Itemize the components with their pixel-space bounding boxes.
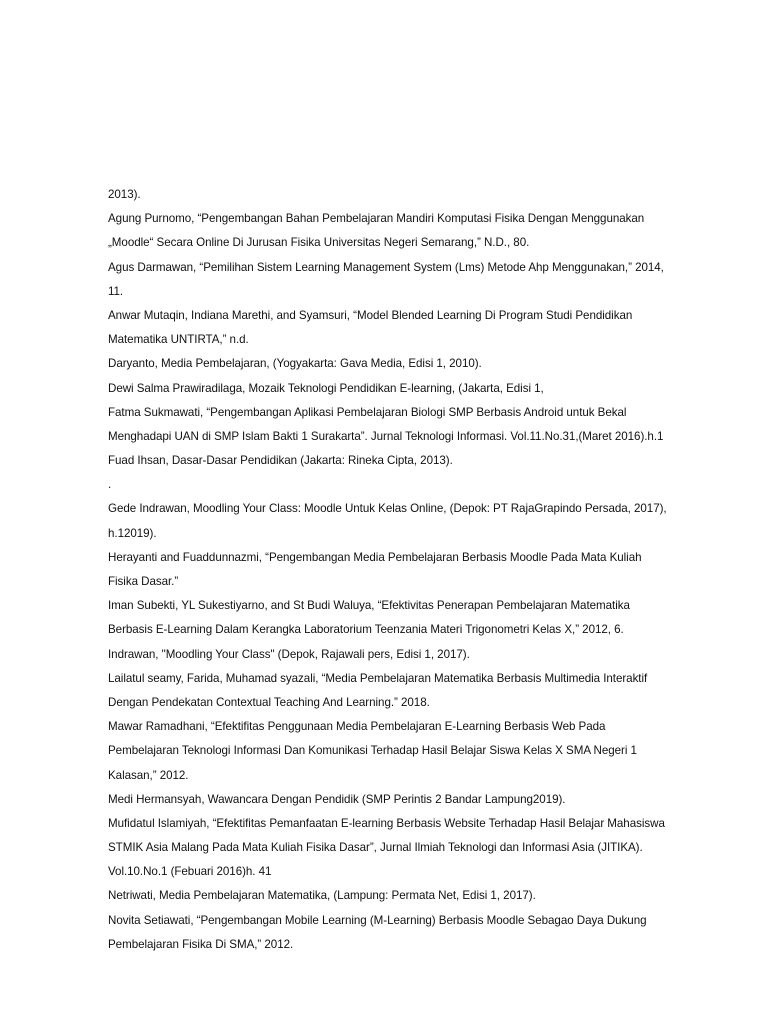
bibliography-line: Menghadapi UAN di SMP Islam Bakti 1 Surakarta”. Jurnal Teknologi Informasi. Vol.11.No.31,(Maret 2016).h.1	[108, 429, 664, 443]
bibliography-line: STMIK Asia Malang Pada Mata Kuliah Fisika Dasar”, Jurnal Ilmiah Teknologi dan Informasi Asia (JITIKA).	[108, 841, 643, 855]
bibliography-line: Medi Hermansyah, Wawancara Dengan Pendidik (SMP Perintis 2 Bandar Lampung2019).	[108, 792, 566, 806]
bibliography-line: Dengan Pendekatan Contextual Teaching And Learning.” 2018.	[108, 695, 430, 709]
bibliography-line: Mawar Ramadhani, “Efektifitas Penggunaan Media Pembelajaran E-Learning Berbasis Web Pada	[108, 720, 606, 734]
bibliography-line: Matematika UNTIRTA,” n.d.	[108, 333, 249, 347]
bibliography-line: h.12019).	[108, 526, 157, 540]
bibliography-line: Fuad Ihsan, Dasar-Dasar Pendidikan (Jakarta: Rineka Cipta, 2013).	[108, 454, 453, 468]
bibliography-line: „Moodle“ Secara Online Di Jurusan Fisika Universitas Negeri Semarang,” N.D., 80.	[108, 236, 530, 250]
bibliography-line: Fisika Dasar.”	[108, 575, 179, 588]
bibliography-line: Iman Subekti, YL Sukestiyarno, and St Budi Waluya, “Efektivitas Penerapan Pembelajaran Matematika	[108, 599, 630, 613]
bibliography-line: Anwar Mutaqin, Indiana Marethi, and Syamsuri, “Model Blended Learning Di Program Studi Pendidikan	[108, 308, 633, 322]
bibliography-line: Kalasan,” 2012.	[108, 768, 189, 782]
bibliography-line: Berbasis E-Learning Dalam Kerangka Laboratorium Teenzania Materi Trigonometri Kelas X,” 2012, 6.	[108, 623, 624, 637]
bibliography-line: .	[108, 478, 112, 492]
bibliography-line: Daryanto, Media Pembelajaran, (Yogyakarta: Gava Media, Edisi 1, 2010).	[108, 357, 482, 371]
bibliography-line: Pembelajaran Teknologi Informasi Dan Komunikasi Terhadap Hasil Belajar Siswa Kelas X SMA Negeri 1	[108, 744, 637, 758]
bibliography-line: Lailatul seamy, Farida, Muhamad syazali, “Media Pembelajaran Matematika Berbasis Multimedia Interaktif	[108, 671, 648, 685]
bibliography-line: 2013).	[108, 188, 141, 201]
bibliography-line: Vol.10.No.1 (Febuari 2016)h. 41	[108, 865, 272, 879]
bibliography-line: Gede Indrawan, Moodling Your Class: Moodle Untuk Kelas Online, (Depok: PT RajaGrapindo Persada, 2017),	[108, 502, 667, 516]
bibliography-line: Netriwati, Media Pembelajaran Matematika, (Lampung: Permata Net, Edisi 1, 2017).	[108, 889, 536, 903]
bibliography-line: Herayanti and Fuaddunnazmi, “Pengembangan Media Pembelajaran Berbasis Moodle Pada Mata Kuliah	[108, 550, 642, 564]
bibliography-line: Dewi Salma Prawiradilaga, Mozaik Teknologi Pendidikan E-learning, (Jakarta, Edisi 1,	[108, 381, 544, 395]
bibliography-line: 11.	[108, 284, 124, 298]
bibliography-list	[108, 183, 748, 957]
bibliography-line: Agus Darmawan, “Pemilihan Sistem Learning Management System (Lms) Metode Ahp Menggunakan,” 2014,	[108, 260, 664, 274]
bibliography-line: Indrawan, "Moodling Your Class" (Depok, Rajawali pers, Edisi 1, 2017).	[108, 647, 470, 661]
bibliography-line: Novita Setiawati, “Pengembangan Mobile Learning (M-Learning) Berbasis Moodle Sebagao Daya Dukung	[108, 913, 647, 927]
bibliography-line: Agung Purnomo, “Pengembangan Bahan Pembelajaran Mandiri Komputasi Fisika Dengan Menggunakan	[108, 212, 645, 226]
bibliography-line: Fatma Sukmawati, “Pengembangan Aplikasi Pembelajaran Biologi SMP Berbasis Android untuk Bekal	[108, 405, 627, 419]
bibliography-line: Pembelajaran Fisika Di SMA,” 2012.	[108, 937, 294, 951]
bibliography-line: Mufidatul Islamiyah, “Efektifitas Pemanfaatan E-learning Berbasis Website Terhadap Hasil Belajar Mahasiswa	[108, 816, 665, 830]
